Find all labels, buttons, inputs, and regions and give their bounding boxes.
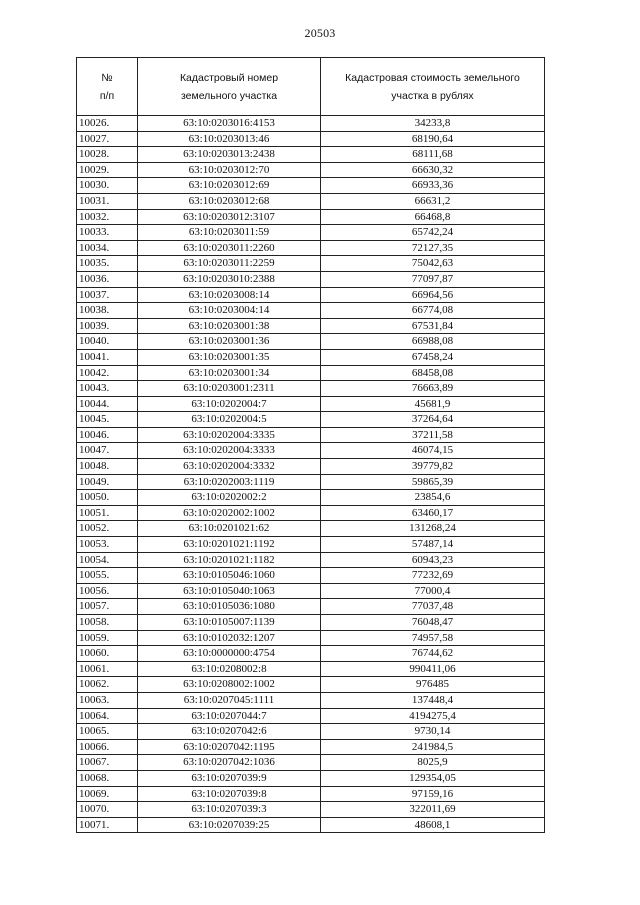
cadastral-number-cell: 63:10:0105046:1060 [138, 568, 321, 584]
table-row [77, 209, 545, 225]
cadastral-number-cell: 63:10:0202002:1002 [138, 505, 321, 521]
cadastral-value-cell: 74957,58 [321, 630, 545, 646]
header-line: земельного участка [180, 89, 278, 102]
header-line: п/п [99, 89, 115, 102]
table-row [77, 646, 545, 662]
row-index-cell: 10054. [77, 552, 138, 568]
cadastral-number-cell: 63:10:0102032:1207 [138, 630, 321, 646]
cadastral-number-cell: 63:10:0203012:3107 [138, 209, 321, 225]
cadastral-number-cell: 63:10:0202002:2 [138, 490, 321, 506]
row-index-cell: 10042. [77, 365, 138, 381]
cadastral-value-cell: 66630,32 [321, 162, 545, 178]
row-index-cell: 10069. [77, 786, 138, 802]
table-row [77, 365, 545, 381]
table-row [77, 396, 545, 412]
column-header-cadastral-value [321, 58, 545, 116]
cadastral-number-cell: 63:10:0105036:1080 [138, 599, 321, 615]
cadastral-number-cell: 63:10:0207039:25 [138, 817, 321, 833]
table-row [77, 334, 545, 350]
table-row [77, 287, 545, 303]
table-row [77, 521, 545, 537]
cadastral-value-cell: 76663,89 [321, 381, 545, 397]
page-number: 20503 [304, 26, 336, 40]
cadastral-value-cell: 66933,36 [321, 178, 545, 194]
table-row [77, 692, 545, 708]
row-index-cell: 10037. [77, 287, 138, 303]
row-index-cell: 10026. [77, 116, 138, 132]
row-index-cell: 10048. [77, 459, 138, 475]
cadastral-number-cell: 63:10:0203012:70 [138, 162, 321, 178]
header-line: № [101, 71, 113, 84]
row-index-cell: 10052. [77, 521, 138, 537]
row-index-cell: 10066. [77, 739, 138, 755]
table-row [77, 349, 545, 365]
row-index-cell: 10035. [77, 256, 138, 272]
table-row [77, 443, 545, 459]
cadastral-value-cell: 39779,82 [321, 459, 545, 475]
table-row [77, 677, 545, 693]
row-index-cell: 10064. [77, 708, 138, 724]
cadastral-number-cell: 63:10:0208002:8 [138, 661, 321, 677]
cadastral-number-cell: 63:10:0202003:1119 [138, 474, 321, 490]
table-row [77, 599, 545, 615]
cadastral-number-cell: 63:10:0203012:68 [138, 193, 321, 209]
cadastral-number-cell: 63:10:0202004:3333 [138, 443, 321, 459]
row-index-cell: 10067. [77, 755, 138, 771]
cadastral-number-cell: 63:10:0202004:3332 [138, 459, 321, 475]
table-row [77, 786, 545, 802]
table-row [77, 770, 545, 786]
row-index-cell: 10034. [77, 240, 138, 256]
row-index-cell: 10045. [77, 412, 138, 428]
row-index-cell: 10049. [77, 474, 138, 490]
cadastral-value-cell: 66468,8 [321, 209, 545, 225]
table-row [77, 583, 545, 599]
row-index-cell: 10047. [77, 443, 138, 459]
row-index-cell: 10051. [77, 505, 138, 521]
cadastral-value-cell: 4194275,4 [321, 708, 545, 724]
cadastral-number-cell: 63:10:0203011:59 [138, 225, 321, 241]
row-index-cell: 10046. [77, 427, 138, 443]
cadastral-value-table [76, 57, 545, 833]
cadastral-number-cell: 63:10:0203004:14 [138, 303, 321, 319]
table-row [77, 427, 545, 443]
cadastral-number-cell: 63:10:0207042:1036 [138, 755, 321, 771]
row-index-cell: 10057. [77, 599, 138, 615]
cadastral-value-cell: 137448,4 [321, 692, 545, 708]
table-row [77, 474, 545, 490]
cadastral-number-cell: 63:10:0207044:7 [138, 708, 321, 724]
cadastral-value-cell: 37211,58 [321, 427, 545, 443]
table-row [77, 240, 545, 256]
cadastral-value-cell: 67531,84 [321, 318, 545, 334]
table-row [77, 615, 545, 631]
cadastral-number-cell: 63:10:0203011:2260 [138, 240, 321, 256]
table-row [77, 193, 545, 209]
row-index-cell: 10053. [77, 537, 138, 553]
column-header-cadastral-number [138, 58, 321, 116]
cadastral-value-cell: 68190,64 [321, 131, 545, 147]
row-index-cell: 10032. [77, 209, 138, 225]
table-row [77, 147, 545, 163]
table-row [77, 630, 545, 646]
table-row [77, 490, 545, 506]
cadastral-value-cell: 59865,39 [321, 474, 545, 490]
cadastral-number-cell: 63:10:0201021:1192 [138, 537, 321, 553]
row-index-cell: 10039. [77, 318, 138, 334]
row-index-cell: 10038. [77, 303, 138, 319]
cadastral-value-cell: 63460,17 [321, 505, 545, 521]
cadastral-number-cell: 63:10:0203011:2259 [138, 256, 321, 272]
table-row [77, 568, 545, 584]
cadastral-value-cell: 241984,5 [321, 739, 545, 755]
table-row [77, 116, 545, 132]
cadastral-value-cell: 72127,35 [321, 240, 545, 256]
cadastral-number-cell: 63:10:0105040:1063 [138, 583, 321, 599]
cadastral-number-cell: 63:10:0203001:38 [138, 318, 321, 334]
cadastral-number-cell: 63:10:0202004:7 [138, 396, 321, 412]
row-index-cell: 10030. [77, 178, 138, 194]
cadastral-value-cell: 76048,47 [321, 615, 545, 631]
cadastral-number-cell: 63:10:0207042:6 [138, 724, 321, 740]
row-index-cell: 10031. [77, 193, 138, 209]
cadastral-number-cell: 63:10:0203001:2311 [138, 381, 321, 397]
cadastral-value-cell: 37264,64 [321, 412, 545, 428]
row-index-cell: 10065. [77, 724, 138, 740]
row-index-cell: 10060. [77, 646, 138, 662]
table-row [77, 755, 545, 771]
row-index-cell: 10063. [77, 692, 138, 708]
cadastral-value-cell: 990411,06 [321, 661, 545, 677]
row-index-cell: 10062. [77, 677, 138, 693]
table-row [77, 178, 545, 194]
cadastral-number-cell: 63:10:0203013:2438 [138, 147, 321, 163]
cadastral-number-cell: 63:10:0202004:3335 [138, 427, 321, 443]
row-index-cell: 10058. [77, 615, 138, 631]
cadastral-value-cell: 77000,4 [321, 583, 545, 599]
cadastral-value-cell: 34233,8 [321, 116, 545, 132]
table-row [77, 459, 545, 475]
header-line: Кадастровый номер [179, 71, 279, 84]
cadastral-value-cell: 76744,62 [321, 646, 545, 662]
row-index-cell: 10033. [77, 225, 138, 241]
cadastral-number-cell: 63:10:0202004:5 [138, 412, 321, 428]
cadastral-number-cell: 63:10:0203016:4153 [138, 116, 321, 132]
cadastral-value-cell: 8025,9 [321, 755, 545, 771]
header-line: участка в рублях [391, 89, 474, 102]
row-index-cell: 10040. [77, 334, 138, 350]
cadastral-value-cell: 322011,69 [321, 802, 545, 818]
cadastral-value-cell: 66964,56 [321, 287, 545, 303]
cadastral-number-cell: 63:10:0201021:62 [138, 521, 321, 537]
row-index-cell: 10059. [77, 630, 138, 646]
cadastral-number-cell: 63:10:0105007:1139 [138, 615, 321, 631]
table-row [77, 131, 545, 147]
cadastral-value-cell: 48608,1 [321, 817, 545, 833]
cadastral-value-cell: 23854,6 [321, 490, 545, 506]
table-row [77, 271, 545, 287]
cadastral-value-cell: 67458,24 [321, 349, 545, 365]
row-index-cell: 10041. [77, 349, 138, 365]
cadastral-number-cell: 63:10:0208002:1002 [138, 677, 321, 693]
cadastral-value-cell: 68111,68 [321, 147, 545, 163]
cadastral-value-cell: 129354,05 [321, 770, 545, 786]
cadastral-number-cell: 63:10:0203010:2388 [138, 271, 321, 287]
row-index-cell: 10050. [77, 490, 138, 506]
row-index-cell: 10070. [77, 802, 138, 818]
cadastral-value-cell: 97159,16 [321, 786, 545, 802]
table-row [77, 724, 545, 740]
table-row [77, 162, 545, 178]
row-index-cell: 10044. [77, 396, 138, 412]
table-body [77, 116, 545, 833]
table-row [77, 225, 545, 241]
table-row [77, 318, 545, 334]
cadastral-value-cell: 77097,87 [321, 271, 545, 287]
cadastral-number-cell: 63:10:0207045:1111 [138, 692, 321, 708]
cadastral-value-cell: 60943,23 [321, 552, 545, 568]
cadastral-value-cell: 45681,9 [321, 396, 545, 412]
cadastral-number-cell: 63:10:0203013:46 [138, 131, 321, 147]
table-row [77, 505, 545, 521]
cadastral-number-cell: 63:10:0203008:14 [138, 287, 321, 303]
row-index-cell: 10068. [77, 770, 138, 786]
cadastral-value-cell: 9730,14 [321, 724, 545, 740]
cadastral-value-cell: 65742,24 [321, 225, 545, 241]
row-index-cell: 10071. [77, 817, 138, 833]
cadastral-value-cell: 77037,48 [321, 599, 545, 615]
cadastral-number-cell: 63:10:0207039:8 [138, 786, 321, 802]
column-header-index [77, 58, 138, 116]
row-index-cell: 10056. [77, 583, 138, 599]
header-line: Кадастровая стоимость земельного [345, 71, 520, 84]
cadastral-value-cell: 66631,2 [321, 193, 545, 209]
table-row [77, 412, 545, 428]
row-index-cell: 10043. [77, 381, 138, 397]
cadastral-number-cell: 63:10:0203001:35 [138, 349, 321, 365]
table-row [77, 739, 545, 755]
table-row [77, 256, 545, 272]
cadastral-value-cell: 68458,08 [321, 365, 545, 381]
cadastral-value-cell: 976485 [321, 677, 545, 693]
row-index-cell: 10027. [77, 131, 138, 147]
row-index-cell: 10028. [77, 147, 138, 163]
cadastral-number-cell: 63:10:0203001:34 [138, 365, 321, 381]
cadastral-number-cell: 63:10:0203012:69 [138, 178, 321, 194]
table-row [77, 817, 545, 833]
cadastral-value-cell: 66988,08 [321, 334, 545, 350]
table-row [77, 802, 545, 818]
table-header-row [77, 58, 545, 116]
table-row [77, 661, 545, 677]
row-index-cell: 10029. [77, 162, 138, 178]
table-row [77, 708, 545, 724]
row-index-cell: 10036. [77, 271, 138, 287]
cadastral-value-cell: 131268,24 [321, 521, 545, 537]
cadastral-value-cell: 66774,08 [321, 303, 545, 319]
row-index-cell: 10061. [77, 661, 138, 677]
cadastral-value-cell: 75042,63 [321, 256, 545, 272]
table-row [77, 303, 545, 319]
cadastral-number-cell: 63:10:0207039:3 [138, 802, 321, 818]
cadastral-number-cell: 63:10:0201021:1182 [138, 552, 321, 568]
cadastral-number-cell: 63:10:0207042:1195 [138, 739, 321, 755]
table-row [77, 552, 545, 568]
table-row [77, 537, 545, 553]
row-index-cell: 10055. [77, 568, 138, 584]
cadastral-number-cell: 63:10:0207039:9 [138, 770, 321, 786]
cadastral-number-cell: 63:10:0000000:4754 [138, 646, 321, 662]
cadastral-value-cell: 46074,15 [321, 443, 545, 459]
cadastral-value-cell: 57487,14 [321, 537, 545, 553]
cadastral-value-cell: 77232,69 [321, 568, 545, 584]
cadastral-number-cell: 63:10:0203001:36 [138, 334, 321, 350]
table-row [77, 381, 545, 397]
